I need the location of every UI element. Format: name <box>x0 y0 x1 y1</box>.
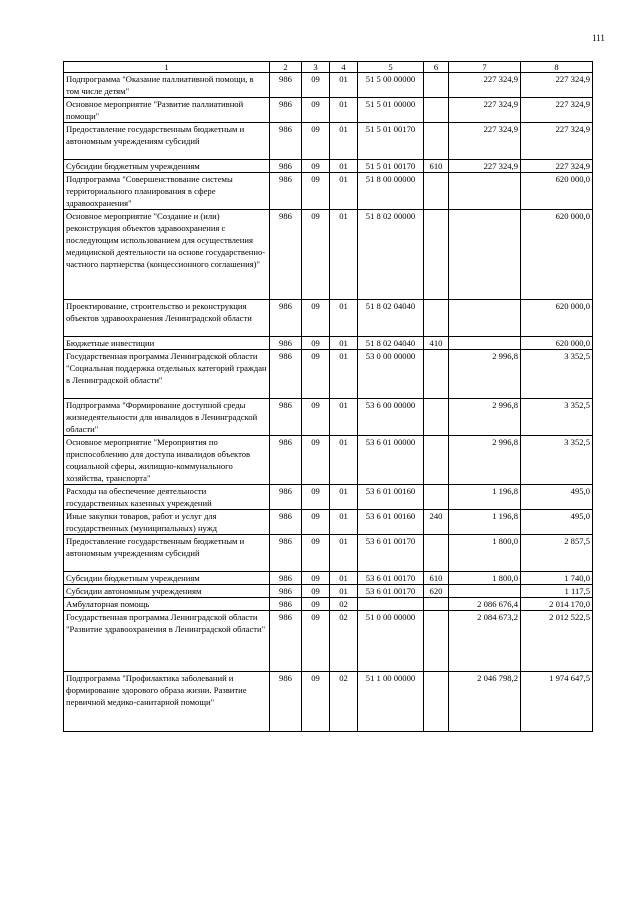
amount-year2-cell: 2 014 170,0 <box>521 598 593 611</box>
row-name-cell: Подпрограмма "Оказание паллиативной помощи, в том числе детям" <box>64 73 270 98</box>
section-code-cell: 09 <box>302 73 330 98</box>
expense-type-cell <box>424 173 449 210</box>
table-row <box>64 510 593 535</box>
row-name-cell: Подпрограмма "Формирование доступной среды жизнедеятельности для инвалидов в Ленинградской области" <box>64 399 270 436</box>
column-header: 5 <box>358 62 424 73</box>
row-name-cell: Расходы на обеспечение деятельности государственных казенных учреждений <box>64 485 270 510</box>
amount-year2-cell: 1 974 647,5 <box>521 672 593 732</box>
table-row <box>64 436 593 485</box>
amount-year2-cell: 3 352,5 <box>521 399 593 436</box>
column-header: 8 <box>521 62 593 73</box>
target-article-cell: 51 0 00 00000 <box>358 611 424 672</box>
target-article-cell <box>358 598 424 611</box>
target-article-cell: 53 6 01 00170 <box>358 572 424 585</box>
expense-type-cell <box>424 436 449 485</box>
section-code-cell: 09 <box>302 585 330 598</box>
budget-table <box>63 61 593 732</box>
expense-type-cell <box>424 300 449 337</box>
section-code-cell: 09 <box>302 399 330 436</box>
amount-year1-cell: 2 996,8 <box>449 436 521 485</box>
subsection-code-cell: 02 <box>330 598 358 611</box>
section-code-cell: 09 <box>302 535 330 572</box>
target-article-cell: 51 5 00 00000 <box>358 73 424 98</box>
table-row <box>64 123 593 160</box>
expense-type-cell: 610 <box>424 160 449 173</box>
page-number: 111 <box>592 33 605 43</box>
ministry-code-cell: 986 <box>270 436 302 485</box>
amount-year2-cell: 495,0 <box>521 510 593 535</box>
target-article-cell: 51 8 00 00000 <box>358 173 424 210</box>
amount-year1-cell <box>449 300 521 337</box>
amount-year2-cell: 1 740,0 <box>521 572 593 585</box>
row-name-cell: Предоставление государственным бюджетным и автономным учреждениям субсидий <box>64 123 270 160</box>
subsection-code-cell: 01 <box>330 123 358 160</box>
ministry-code-cell: 986 <box>270 672 302 732</box>
table-row <box>64 399 593 436</box>
ministry-code-cell: 986 <box>270 160 302 173</box>
subsection-code-cell: 01 <box>330 337 358 350</box>
subsection-code-cell: 01 <box>330 98 358 123</box>
row-name-cell: Иные закупки товаров, работ и услуг для государственных (муниципальных) нужд <box>64 510 270 535</box>
section-code-cell: 09 <box>302 485 330 510</box>
table-row <box>64 98 593 123</box>
target-article-cell: 53 6 01 00160 <box>358 485 424 510</box>
expense-type-cell <box>424 210 449 300</box>
section-code-cell: 09 <box>302 123 330 160</box>
section-code-cell: 09 <box>302 350 330 399</box>
subsection-code-cell: 01 <box>330 572 358 585</box>
row-name-cell: Субсидии бюджетным учреждениям <box>64 160 270 173</box>
section-code-cell: 09 <box>302 337 330 350</box>
amount-year2-cell: 620 000,0 <box>521 300 593 337</box>
expense-type-cell <box>424 73 449 98</box>
subsection-code-cell: 01 <box>330 535 358 572</box>
subsection-code-cell: 01 <box>330 399 358 436</box>
amount-year1-cell: 1 800,0 <box>449 535 521 572</box>
target-article-cell: 53 6 01 00170 <box>358 535 424 572</box>
ministry-code-cell: 986 <box>270 598 302 611</box>
ministry-code-cell: 986 <box>270 337 302 350</box>
amount-year1-cell: 2 084 673,2 <box>449 611 521 672</box>
table-row <box>64 672 593 732</box>
subsection-code-cell: 02 <box>330 611 358 672</box>
subsection-code-cell: 01 <box>330 510 358 535</box>
amount-year1-cell: 1 196,8 <box>449 510 521 535</box>
table-row <box>64 173 593 210</box>
ministry-code-cell: 986 <box>270 485 302 510</box>
ministry-code-cell: 986 <box>270 572 302 585</box>
table-row <box>64 337 593 350</box>
amount-year2-cell: 227 324,9 <box>521 123 593 160</box>
target-article-cell: 51 5 01 00000 <box>358 98 424 123</box>
amount-year1-cell: 2 996,8 <box>449 350 521 399</box>
target-article-cell: 53 6 01 00000 <box>358 436 424 485</box>
section-code-cell: 09 <box>302 611 330 672</box>
table-row <box>64 572 593 585</box>
amount-year1-cell: 227 324,9 <box>449 160 521 173</box>
table-row <box>64 300 593 337</box>
target-article-cell: 51 8 02 04040 <box>358 300 424 337</box>
amount-year2-cell: 620 000,0 <box>521 337 593 350</box>
row-name-cell: Основное мероприятие "Развитие паллиативной помощи" <box>64 98 270 123</box>
table-row <box>64 73 593 98</box>
expense-type-cell <box>424 672 449 732</box>
column-header: 6 <box>424 62 449 73</box>
expense-type-cell: 240 <box>424 510 449 535</box>
expense-type-cell <box>424 535 449 572</box>
column-header: 4 <box>330 62 358 73</box>
ministry-code-cell: 986 <box>270 173 302 210</box>
amount-year2-cell: 620 000,0 <box>521 173 593 210</box>
expense-type-cell: 620 <box>424 585 449 598</box>
amount-year2-cell: 620 000,0 <box>521 210 593 300</box>
expense-type-cell: 410 <box>424 337 449 350</box>
expense-type-cell <box>424 98 449 123</box>
amount-year1-cell: 227 324,9 <box>449 73 521 98</box>
expense-type-cell <box>424 611 449 672</box>
target-article-cell: 53 6 01 00160 <box>358 510 424 535</box>
amount-year1-cell: 2 046 798,2 <box>449 672 521 732</box>
amount-year2-cell: 2 012 522,5 <box>521 611 593 672</box>
subsection-code-cell: 01 <box>330 73 358 98</box>
row-name-cell: Государственная программа Ленинградской области "Социальная поддержка отдельных категорий граждан в Ленинградской области" <box>64 350 270 399</box>
section-code-cell: 09 <box>302 436 330 485</box>
amount-year1-cell: 2 996,8 <box>449 399 521 436</box>
section-code-cell: 09 <box>302 598 330 611</box>
expense-type-cell: 610 <box>424 572 449 585</box>
amount-year2-cell: 227 324,9 <box>521 98 593 123</box>
amount-year1-cell: 227 324,9 <box>449 98 521 123</box>
ministry-code-cell: 986 <box>270 535 302 572</box>
amount-year1-cell: 1 800,0 <box>449 572 521 585</box>
column-header: 1 <box>64 62 270 73</box>
ministry-code-cell: 986 <box>270 399 302 436</box>
table-header-row <box>64 62 593 73</box>
subsection-code-cell: 01 <box>330 300 358 337</box>
section-code-cell: 09 <box>302 572 330 585</box>
amount-year2-cell: 227 324,9 <box>521 73 593 98</box>
row-name-cell: Бюджетные инвестиции <box>64 337 270 350</box>
table-row <box>64 160 593 173</box>
amount-year2-cell: 3 352,5 <box>521 436 593 485</box>
subsection-code-cell: 01 <box>330 160 358 173</box>
row-name-cell: Проектирование, строительство и реконструкция объектов здравоохранения Ленинградской области <box>64 300 270 337</box>
target-article-cell: 51 5 01 00170 <box>358 123 424 160</box>
expense-type-cell <box>424 598 449 611</box>
amount-year2-cell: 227 324,9 <box>521 160 593 173</box>
amount-year2-cell: 3 352,5 <box>521 350 593 399</box>
ministry-code-cell: 986 <box>270 123 302 160</box>
amount-year2-cell: 2 857,5 <box>521 535 593 572</box>
amount-year1-cell <box>449 210 521 300</box>
ministry-code-cell: 986 <box>270 350 302 399</box>
column-header: 7 <box>449 62 521 73</box>
amount-year2-cell: 495,0 <box>521 485 593 510</box>
row-name-cell: Амбулаторная помощь <box>64 598 270 611</box>
ministry-code-cell: 986 <box>270 611 302 672</box>
table-row <box>64 611 593 672</box>
section-code-cell: 09 <box>302 300 330 337</box>
row-name-cell: Подпрограмма "Профилактика заболеваний и формирование здорового образа жизни. Развитие первичной медико-санитарной помощи" <box>64 672 270 732</box>
amount-year1-cell: 227 324,9 <box>449 123 521 160</box>
ministry-code-cell: 986 <box>270 300 302 337</box>
amount-year1-cell: 1 196,8 <box>449 485 521 510</box>
section-code-cell: 09 <box>302 510 330 535</box>
row-name-cell: Предоставление государственным бюджетным и автономным учреждениям субсидий <box>64 535 270 572</box>
target-article-cell: 53 6 01 00170 <box>358 585 424 598</box>
amount-year1-cell <box>449 173 521 210</box>
subsection-code-cell: 01 <box>330 585 358 598</box>
target-article-cell: 53 6 00 00000 <box>358 399 424 436</box>
amount-year1-cell <box>449 585 521 598</box>
column-header: 2 <box>270 62 302 73</box>
ministry-code-cell: 986 <box>270 73 302 98</box>
section-code-cell: 09 <box>302 160 330 173</box>
table-row <box>64 485 593 510</box>
subsection-code-cell: 02 <box>330 672 358 732</box>
subsection-code-cell: 01 <box>330 350 358 399</box>
subsection-code-cell: 01 <box>330 173 358 210</box>
row-name-cell: Основное мероприятие "Мероприятия по приспособлению для доступа инвалидов объектов социальной сферы, жилищно-коммунального хозяйства, транспорта" <box>64 436 270 485</box>
ministry-code-cell: 986 <box>270 585 302 598</box>
target-article-cell: 51 5 01 00170 <box>358 160 424 173</box>
section-code-cell: 09 <box>302 210 330 300</box>
subsection-code-cell: 01 <box>330 210 358 300</box>
subsection-code-cell: 01 <box>330 485 358 510</box>
target-article-cell: 51 8 02 04040 <box>358 337 424 350</box>
expense-type-cell <box>424 123 449 160</box>
expense-type-cell <box>424 350 449 399</box>
section-code-cell: 09 <box>302 98 330 123</box>
ministry-code-cell: 986 <box>270 210 302 300</box>
column-header: 3 <box>302 62 330 73</box>
target-article-cell: 51 8 02 00000 <box>358 210 424 300</box>
expense-type-cell <box>424 399 449 436</box>
row-name-cell: Государственная программа Ленинградской области "Развитие здравоохранения в Ленинградской области" <box>64 611 270 672</box>
section-code-cell: 09 <box>302 672 330 732</box>
amount-year1-cell: 2 086 676,4 <box>449 598 521 611</box>
row-name-cell: Субсидии автономным учреждениям <box>64 585 270 598</box>
table-row <box>64 585 593 598</box>
target-article-cell: 53 0 00 00000 <box>358 350 424 399</box>
amount-year2-cell: 1 117,5 <box>521 585 593 598</box>
row-name-cell: Подпрограмма "Совершенствование системы территориального планирования в сфере здравоохранения" <box>64 173 270 210</box>
target-article-cell: 51 1 00 00000 <box>358 672 424 732</box>
table-row <box>64 210 593 300</box>
row-name-cell: Субсидии бюджетным учреждениям <box>64 572 270 585</box>
subsection-code-cell: 01 <box>330 436 358 485</box>
table-row <box>64 598 593 611</box>
amount-year1-cell <box>449 337 521 350</box>
ministry-code-cell: 986 <box>270 98 302 123</box>
expense-type-cell <box>424 485 449 510</box>
table-row <box>64 535 593 572</box>
table-row <box>64 350 593 399</box>
section-code-cell: 09 <box>302 173 330 210</box>
row-name-cell: Основное мероприятие "Создание и (или) реконструкция объектов здравоохранения с последующим использованием для осуществления медицинской деятельности на основе государственно-частного партнерства (концессионного соглашения)" <box>64 210 270 300</box>
ministry-code-cell: 986 <box>270 510 302 535</box>
